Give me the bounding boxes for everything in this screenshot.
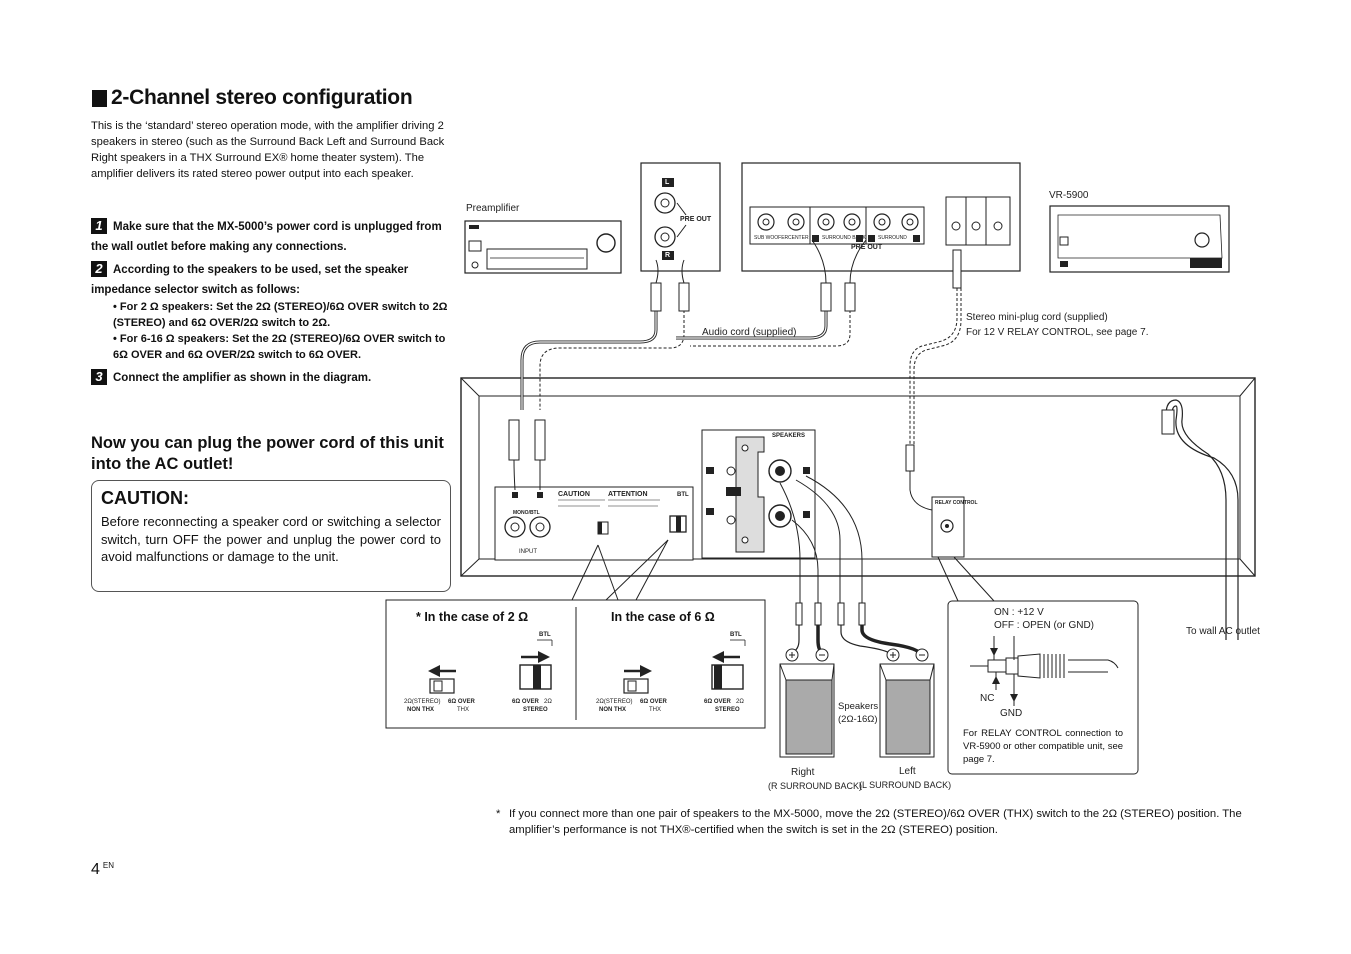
switch-6over-label-b: 6Ω OVER xyxy=(640,699,667,705)
switch-2stereo-label-b: 2Ω(STEREO) xyxy=(596,699,633,705)
step-text: According to the speakers to be used, set the speaker impedance selector switch as follows: xyxy=(91,264,409,296)
step-number: 2 xyxy=(91,261,107,277)
surround-label: SURROUND xyxy=(878,235,907,241)
step-number: 1 xyxy=(91,218,107,234)
speakers-impedance-label: (2Ω-16Ω) xyxy=(838,714,878,725)
vr5900-label: VR-5900 xyxy=(1049,190,1089,201)
pre-out-label: PRE OUT xyxy=(680,216,712,223)
switch-2stereo-label: 2Ω(STEREO) xyxy=(404,699,441,705)
input-label: INPUT xyxy=(519,549,537,555)
surround-back-label: SURROUND BACK xyxy=(822,235,866,241)
step-text: Make sure that the MX-5000’s power cord is unplugged from the wall outlet before making any connections. xyxy=(91,221,442,253)
nc-label: NC xyxy=(980,693,995,704)
center-label: CENTER xyxy=(788,235,809,241)
footnote xyxy=(496,806,1266,838)
case-6-ohm-label: In the case of 6 Ω xyxy=(611,610,715,624)
switch-2-label: 2Ω xyxy=(544,699,552,705)
step-text: Connect the amplifier as shown in the diagram. xyxy=(113,372,372,384)
caution-small-label: CAUTION xyxy=(558,491,590,498)
gnd-label: GND xyxy=(1000,708,1023,719)
step-2-bullet-1: • For 2 Ω speakers: Set the 2Ω (STEREO)/6Ω OVER switch to 2Ω (STEREO) and 6Ω OVER/2Ω switch to 2Ω. xyxy=(113,301,448,329)
intro-paragraph: This is the ‘standard’ stereo operation mode, with the amplifier driving 2 speakers in stereo (such as the Surround Back Left and Surround Back Right speakers in a THX Surround EX® home theater system). The amplifier delivers its rated stereo power output into each speaker. xyxy=(91,120,445,180)
switch-6over2-label: 6Ω OVER xyxy=(512,699,539,705)
btl-label-2ohm: BTL xyxy=(539,632,551,638)
relay-off-label: OFF : OPEN (or GND) xyxy=(994,620,1094,631)
speakers-label: Speakers xyxy=(838,701,879,712)
step-number: 3 xyxy=(91,369,107,385)
left-speaker-label: Left xyxy=(899,766,916,777)
right-speaker-label: Right xyxy=(791,767,815,778)
preamplifier-unit xyxy=(465,221,621,273)
pre-out-label-2: PRE OUT xyxy=(851,244,883,251)
footnote-text: If you connect more than one pair of speakers to the MX-5000, move the 2Ω (STEREO)/6Ω OVER (THX) switch to the 2Ω (STEREO) position. The amplifier’s performance is not THX®-certified when the switch is set in the 2Ω (STEREO) position. xyxy=(509,808,1242,836)
switch-thx-label-b: THX xyxy=(649,707,661,713)
page-lang: EN xyxy=(102,861,115,870)
power-notice: Now you can plug the power cord of this unit into the AC outlet! xyxy=(91,434,444,473)
switch-nonthx-label: NON THX xyxy=(407,707,434,713)
case-2-ohm-label: * In the case of 2 Ω xyxy=(416,610,529,624)
switch-nonthx-label-b: NON THX xyxy=(599,707,626,713)
preamplifier-label: Preamplifier xyxy=(466,203,520,214)
caution-title: CAUTION: xyxy=(101,488,189,508)
right-speaker-sub: (R SURROUND BACK) xyxy=(768,781,863,791)
wall-outlet-label: To wall AC outlet xyxy=(1186,626,1260,637)
switch-stereo-label-b: STEREO xyxy=(715,707,740,713)
btl-label-6ohm: BTL xyxy=(730,632,742,638)
switch-2-label-b: 2Ω xyxy=(736,699,744,705)
mini-plug-label: Stereo mini-plug cord (supplied) xyxy=(966,312,1108,323)
switch-6over-label: 6Ω OVER xyxy=(448,699,475,705)
relay-control-label: RELAY CONTROL xyxy=(935,500,978,506)
section-title-text: 2-Channel stereo configuration xyxy=(111,86,413,109)
relay-note: For RELAY CONTROL connection to VR-5900 or other compatible unit, see page 7. xyxy=(963,728,1124,765)
mono-btl-label: MONO/BTL xyxy=(513,510,540,516)
processor-back-panel xyxy=(742,163,1020,271)
attention-small-label: ATTENTION xyxy=(608,491,648,498)
step-2-bullet-2: • For 6-16 Ω speakers: Set the 2Ω (STEREO)/6Ω OVER switch to 6Ω OVER and 6Ω OVER/2Ω switch to 6Ω OVER. xyxy=(113,333,446,361)
switch-thx-label: THX xyxy=(457,707,469,713)
mini-plug-note: For 12 V RELAY CONTROL, see page 7. xyxy=(966,327,1149,338)
jack-l-label: L xyxy=(665,179,670,186)
btl-label-panel: BTL xyxy=(677,492,689,498)
caution-text: Before reconnecting a speaker cord or switching a selector switch, turn OFF the power and unplug the power cord to avoid malfunctions or damage to the unit. xyxy=(101,514,441,564)
audio-cord-label: Audio cord (supplied) xyxy=(702,327,797,338)
switch-stereo-label: STEREO xyxy=(523,707,548,713)
relay-on-label: ON : +12 V xyxy=(994,607,1044,618)
page-number: 4 $^{EN}$ xyxy=(91,861,115,878)
sub-woofer-label: SUB WOOFER xyxy=(754,235,789,241)
left-speaker-sub: (L SURROUND BACK) xyxy=(859,780,952,790)
switch-6over2-label-b: 6Ω OVER xyxy=(704,699,731,705)
jack-r-label: R xyxy=(665,252,671,259)
speakers-panel-label: SPEAKERS xyxy=(772,433,806,439)
footnote-star: * xyxy=(496,808,501,820)
vr5900-unit xyxy=(1050,206,1229,272)
